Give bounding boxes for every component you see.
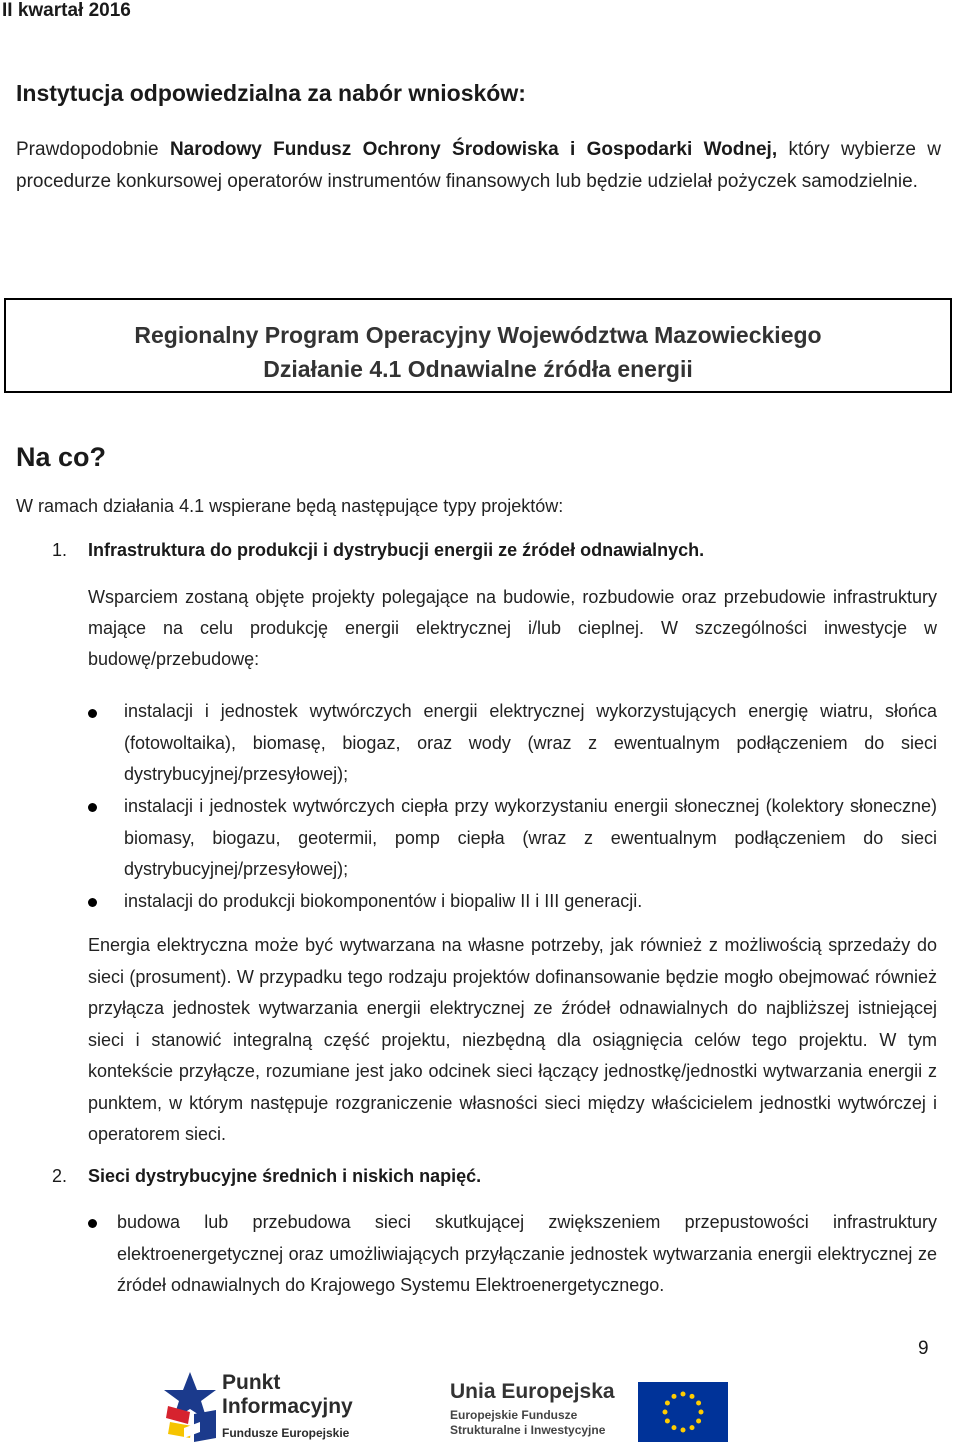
unia-europejska-logo bbox=[450, 1380, 730, 1442]
logo-left-line2: Informacyjny bbox=[222, 1395, 353, 1418]
item1-paragraph: Wsparciem zostaną objęte projekty polegające na budowie, rozbudowie oraz przebudowie infrastruktury mające na celu produkcję energii elektrycznej i/lub cieplnej. W szczególności inwestycje w budowę/przebudowę: bbox=[88, 587, 937, 669]
item1-bullet-1: instalacji i jednostek wytwórczych energii elektrycznej wykorzystujących energię wiatru, słońca (fotowoltaika), biomasę, biogaz, oraz wody (wraz z ewentualnym podłączeniem do sieci dystrybucyjnej/przesyłowej); bbox=[124, 701, 937, 784]
program-box bbox=[4, 298, 952, 393]
institution-text-after: który wybierze w procedurze konkursowej operatorów instrumentów finansowych lub będzie udzielał pożyczek samodzielnie. bbox=[16, 139, 941, 192]
institution-paragraph bbox=[16, 134, 941, 198]
institution-name: Narodowy Fundusz Ochrony Środowiska i Gospodarki Wodnej, bbox=[169, 139, 778, 160]
item1-number: 1. bbox=[52, 540, 68, 560]
logo-left-line3: Fundusze Europejskie bbox=[222, 1426, 350, 1440]
punkt-informacyjny-logo bbox=[160, 1366, 370, 1446]
item1-title: Infrastruktura do produkcji i dystrybucji energii ze źródeł odnawialnych. bbox=[88, 540, 705, 560]
item2-number: 2. bbox=[52, 1166, 68, 1186]
section-heading: Na co? bbox=[16, 442, 107, 472]
page-number: 9 bbox=[918, 1338, 929, 1359]
bullet-icon bbox=[88, 898, 97, 907]
logo-left-line1: Punkt bbox=[222, 1371, 281, 1394]
bullet-icon bbox=[88, 709, 97, 718]
section-intro: W ramach działania 4.1 wspierane będą następujące typy projektów: bbox=[16, 496, 564, 516]
institution-heading: Instytucja odpowiedzialna za nabór wniosków: bbox=[16, 80, 526, 106]
institution-text-before: Prawdopodobnie bbox=[16, 139, 170, 160]
logo-right-line3: Strukturalne i Inwestycyjne bbox=[450, 1423, 606, 1437]
item2-bullet-1: budowa lub przebudowa sieci skutkującej zwiększeniem przepustowości infrastruktury elektroenergetycznej oraz umożliwiających przyłączanie jednostek wytwarzania energii elektrycznej ze źródeł odnawialnych do Krajowego Systemu Elektroenergetycznego. bbox=[117, 1212, 937, 1295]
item1-energia-paragraph: Energia elektryczna może być wytwarzana na własne potrzeby, jak również z możliwością sprzedaży do sieci (prosument). W przypadku tego rodzaju projektów dofinansowanie będzie mogło obejmować również przyłącza jednostek wytwarzania energii elektrycznej ze źródeł odnawialnych do najbliższej istniejącej sieci i stanowić integralną część projektu, niezbędną dla osiągnięcia celów tego projektu. W tym kontekście przyłącze, rozumiane jest jako odcinek sieci łączący jednostkę/jednostki wytwarzania energii z punktem, w którym następuje rozgraniczenie własności sieci między właścicielem jednostki wytwórczej i operatorem sieci. bbox=[88, 935, 937, 1144]
eu-flag-icon bbox=[638, 1382, 728, 1442]
item1-bullet-2: instalacji i jednostek wytwórczych ciepła przy wykorzystaniu energii słonecznej (kolektory słoneczne) biomasy, biogazu, geotermii, pomp ciepła (wraz z ewentualnym podłączeniem do sieci dystrybucyjnej/przesyłowej); bbox=[124, 796, 937, 879]
program-action: Działanie 4.1 Odnawialne źródła energii bbox=[263, 356, 693, 382]
logo-right-line1: Unia Europejska bbox=[450, 1380, 615, 1403]
quarter-label: II kwartał 2016 bbox=[2, 0, 131, 21]
item2-title: Sieci dystrybucyjne średnich i niskich napięć. bbox=[88, 1166, 482, 1186]
fundusze-star-icon bbox=[160, 1366, 220, 1446]
program-title: Regionalny Program Operacyjny Województwa Mazowieckiego bbox=[134, 322, 822, 348]
item1-bullet-3: instalacji do produkcji biokomponentów i biopaliw II i III generacji. bbox=[124, 891, 643, 911]
bullet-icon bbox=[88, 803, 97, 812]
bullet-icon bbox=[88, 1219, 97, 1228]
logo-right-line2: Europejskie Fundusze bbox=[450, 1408, 578, 1422]
